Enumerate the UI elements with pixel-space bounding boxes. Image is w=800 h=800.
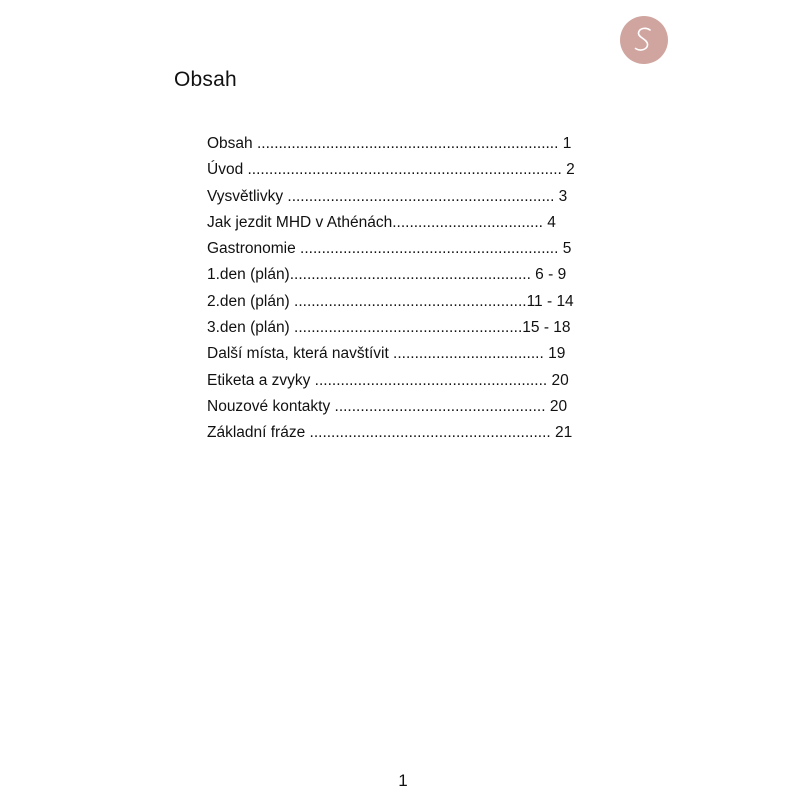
- toc-entry[interactable]: Jak jezdit MHD v Athénách................................... 4: [207, 213, 556, 231]
- toc-entry[interactable]: 1.den (plán)........................................................ 6 - 9: [207, 266, 567, 284]
- toc-entry[interactable]: Úvod ......................................................................... 2: [207, 161, 575, 179]
- toc-entry[interactable]: Nouzové kontakty ................................................. 20: [207, 397, 568, 415]
- toc-entry[interactable]: Další místa, která navštívit ................................... 19: [207, 345, 566, 363]
- toc-entry[interactable]: 3.den (plán) .....................................................15 - 18: [207, 319, 571, 337]
- script-s-monogram-icon: [620, 16, 668, 64]
- toc-entry[interactable]: Vysvětlivky .............................................................. 3: [207, 187, 568, 205]
- toc-entry[interactable]: 2.den (plán) ......................................................11 - 14: [207, 292, 574, 310]
- toc-entry[interactable]: Gastronomie ............................................................ 5: [207, 240, 572, 258]
- toc-entry[interactable]: Základní fráze ........................................................ 21: [207, 424, 573, 442]
- logo: [620, 16, 668, 64]
- toc-entry[interactable]: Obsah ...................................................................... 1: [207, 135, 572, 152]
- page-title: Obsah: [174, 68, 237, 91]
- table-of-contents: [207, 131, 575, 447]
- toc-entry[interactable]: Etiketa a zvyky ...................................................... 20: [207, 371, 569, 389]
- page-number: 1: [398, 771, 408, 790]
